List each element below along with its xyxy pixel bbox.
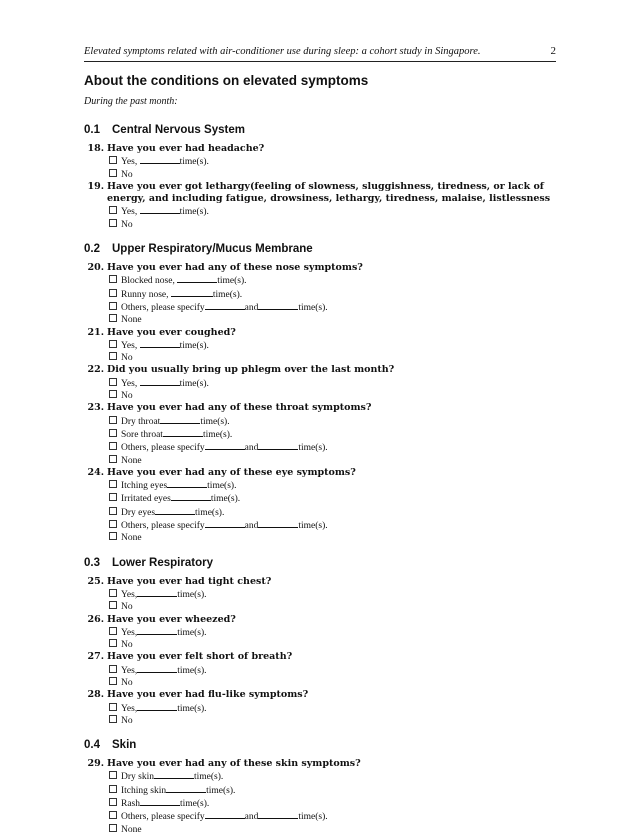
question-text: Have you ever had any of these nose symptoms? [107, 262, 363, 274]
checkbox[interactable] [109, 390, 117, 398]
question-number: 25. [87, 575, 104, 587]
checkbox[interactable] [109, 378, 117, 386]
option-yes[interactable]: Yes, time(s). [107, 155, 554, 168]
checkbox[interactable] [109, 429, 117, 437]
option-others[interactable]: Others, please specify and time(s). [107, 441, 554, 454]
fill-blank[interactable] [137, 626, 177, 635]
fill-blank[interactable] [137, 588, 177, 597]
checkbox[interactable] [109, 340, 117, 348]
checkbox[interactable] [109, 520, 117, 528]
checkbox[interactable] [109, 302, 117, 310]
checkbox[interactable] [109, 677, 117, 685]
checkbox[interactable] [109, 811, 117, 819]
checkbox[interactable] [109, 493, 117, 501]
fill-blank[interactable] [140, 155, 180, 164]
checkbox[interactable] [109, 798, 117, 806]
subsection-number: 0.4 [84, 739, 100, 752]
option-none[interactable]: None [107, 824, 554, 836]
page-number: 2 [550, 45, 556, 57]
checkbox[interactable] [109, 455, 117, 463]
option-yes[interactable]: Yes, time(s). [107, 626, 554, 639]
question-24 [84, 467, 554, 545]
checkbox[interactable] [109, 627, 117, 635]
question-number: 26. [87, 613, 104, 625]
checkbox[interactable] [109, 589, 117, 597]
option-yes[interactable]: Yes, time(s). [107, 205, 554, 218]
question-18 [84, 143, 554, 181]
question-number: 28. [87, 689, 104, 701]
checkbox[interactable] [109, 785, 117, 793]
fill-blank[interactable] [154, 770, 194, 779]
fill-blank[interactable] [205, 441, 245, 450]
fill-blank[interactable] [137, 702, 177, 711]
question-number: 18. [87, 143, 104, 154]
option-others[interactable]: Others, please specify and time(s). [107, 519, 554, 532]
option-yes[interactable]: Yes, time(s). [107, 339, 554, 352]
option-no[interactable]: No [107, 601, 554, 613]
checkbox[interactable] [109, 219, 117, 227]
checkbox[interactable] [109, 715, 117, 723]
option-blocked-nose[interactable]: Blocked nose, time(s). [107, 274, 554, 287]
fill-blank[interactable] [160, 415, 200, 424]
fill-blank[interactable] [140, 339, 180, 348]
subsection-number: 0.3 [84, 556, 100, 569]
question-29 [84, 758, 554, 836]
fill-blank[interactable] [140, 797, 180, 806]
question-text: Have you ever had headache? [107, 143, 265, 154]
fill-blank[interactable] [258, 519, 298, 528]
subsection-number: 0.1 [84, 124, 100, 136]
checkbox[interactable] [109, 601, 117, 609]
fill-blank[interactable] [258, 810, 298, 819]
question-number: 20. [87, 262, 104, 274]
checkbox[interactable] [109, 275, 117, 283]
question-number: 27. [87, 651, 104, 663]
question-text: Have you ever got lethargy(feeling of slowness, sluggishness, tiredness, or lack of energy, and including fatigue, drowsiness, lethargy, tiredness, malaise, listlessness [107, 180, 551, 205]
checkbox[interactable] [109, 703, 117, 711]
option-none[interactable]: None [107, 532, 554, 544]
checkbox[interactable] [109, 507, 117, 515]
fill-blank[interactable] [140, 205, 180, 214]
fill-blank[interactable] [258, 301, 298, 310]
fill-blank[interactable] [166, 784, 206, 793]
question-text: Have you ever wheezed? [107, 613, 236, 625]
intro-text: During the past month: [84, 96, 178, 107]
fill-blank[interactable] [258, 441, 298, 450]
option-runny-nose[interactable]: Runny nose, time(s). [107, 288, 554, 301]
fill-blank[interactable] [167, 479, 207, 488]
option-sore-throat[interactable]: Sore throat time(s). [107, 428, 554, 441]
checkbox[interactable] [109, 352, 117, 360]
option-no[interactable]: No [107, 677, 554, 689]
question-19 [84, 181, 554, 231]
fill-blank[interactable] [205, 301, 245, 310]
question-text: Did you usually bring up phlegm over the last month? [107, 364, 395, 376]
question-21 [84, 327, 554, 365]
checkbox[interactable] [109, 169, 117, 177]
question-number: 24. [87, 466, 104, 478]
question-number: 29. [87, 758, 104, 770]
subsection-number: 0.2 [84, 243, 100, 256]
subsection-title: Lower Respiratory [112, 556, 213, 569]
checkbox[interactable] [109, 665, 117, 673]
header-title: Elevated symptoms related with air-conditioner use during sleep: a cohort study in Singapore. [84, 46, 481, 57]
checkbox[interactable] [109, 771, 117, 779]
question-text: Have you ever had any of these skin symptoms? [107, 758, 361, 770]
question-23 [84, 402, 554, 466]
question-28 [84, 689, 554, 727]
fill-blank[interactable] [171, 492, 211, 501]
checkbox[interactable] [109, 206, 117, 214]
checkbox[interactable] [109, 442, 117, 450]
fill-blank[interactable] [177, 274, 217, 283]
question-number: 22. [87, 364, 104, 376]
question-number: 23. [87, 402, 104, 414]
running-header [84, 45, 556, 62]
question-22 [84, 364, 554, 402]
subsection-heading [84, 240, 554, 262]
checkbox[interactable] [109, 532, 117, 540]
option-none[interactable]: None [107, 455, 554, 467]
option-dry-skin[interactable]: Dry skin time(s). [107, 770, 554, 783]
checkbox[interactable] [109, 416, 117, 424]
checkbox[interactable] [109, 639, 117, 647]
question-text: Have you ever had flu-like symptoms? [107, 689, 309, 701]
option-yes[interactable]: Yes, time(s). [107, 702, 554, 715]
option-itching-eyes[interactable]: Itching eyes time(s). [107, 479, 554, 492]
question-25 [84, 576, 554, 614]
option-no[interactable]: No [107, 639, 554, 651]
checkbox[interactable] [109, 480, 117, 488]
option-no[interactable]: No [107, 169, 554, 181]
option-no[interactable]: No [107, 352, 554, 364]
question-number: 21. [87, 326, 104, 338]
subsection-title: Central Nervous System [112, 124, 245, 136]
option-no[interactable]: No [107, 715, 554, 727]
question-number: 19. [87, 180, 104, 192]
option-yes[interactable]: Yes, time(s). [107, 377, 554, 390]
question-text: Have you ever had any of these throat symptoms? [107, 402, 372, 414]
fill-blank[interactable] [163, 428, 203, 437]
fill-blank[interactable] [205, 519, 245, 528]
checkbox[interactable] [109, 289, 117, 297]
checkbox[interactable] [109, 156, 117, 164]
fill-blank[interactable] [155, 506, 195, 515]
subsection-heading [84, 121, 554, 143]
option-no[interactable]: No [107, 390, 554, 402]
question-text: Have you ever had tight chest? [107, 575, 272, 587]
fill-blank[interactable] [171, 288, 213, 297]
option-others[interactable]: Others, please specify and time(s). [107, 301, 554, 314]
option-irritated-eyes[interactable]: Irritated eyes time(s). [107, 492, 554, 505]
fill-blank[interactable] [140, 377, 180, 386]
questionnaire [84, 121, 554, 836]
section-title: About the conditions on elevated symptoms [84, 73, 369, 88]
option-yes[interactable]: Yes, time(s). [107, 588, 554, 601]
question-text: Have you ever felt short of breath? [107, 651, 293, 663]
option-yes[interactable]: Yes, time(s). [107, 664, 554, 677]
fill-blank[interactable] [137, 664, 177, 673]
fill-blank[interactable] [205, 810, 245, 819]
subsection-title: Skin [112, 739, 137, 752]
checkbox[interactable] [109, 824, 117, 832]
question-20 [84, 262, 554, 326]
option-others[interactable]: Others, please specify and time(s). [107, 810, 554, 823]
subsection-heading [84, 736, 554, 758]
subsection-title: Upper Respiratory/Mucus Membrane [112, 243, 313, 256]
option-rash[interactable]: Rash time(s). [107, 797, 554, 810]
question-text: Have you ever coughed? [107, 326, 236, 338]
subsection-heading [84, 554, 554, 576]
option-dry-eyes[interactable]: Dry eyes time(s). [107, 506, 554, 519]
option-none[interactable]: None [107, 314, 554, 326]
option-no[interactable]: No [107, 219, 554, 231]
question-26 [84, 614, 554, 652]
option-itching-skin[interactable]: Itching skin time(s). [107, 784, 554, 797]
question-27 [84, 651, 554, 689]
option-dry-throat[interactable]: Dry throat time(s). [107, 415, 554, 428]
question-text: Have you ever had any of these eye symptoms? [107, 466, 356, 478]
checkbox[interactable] [109, 314, 117, 322]
